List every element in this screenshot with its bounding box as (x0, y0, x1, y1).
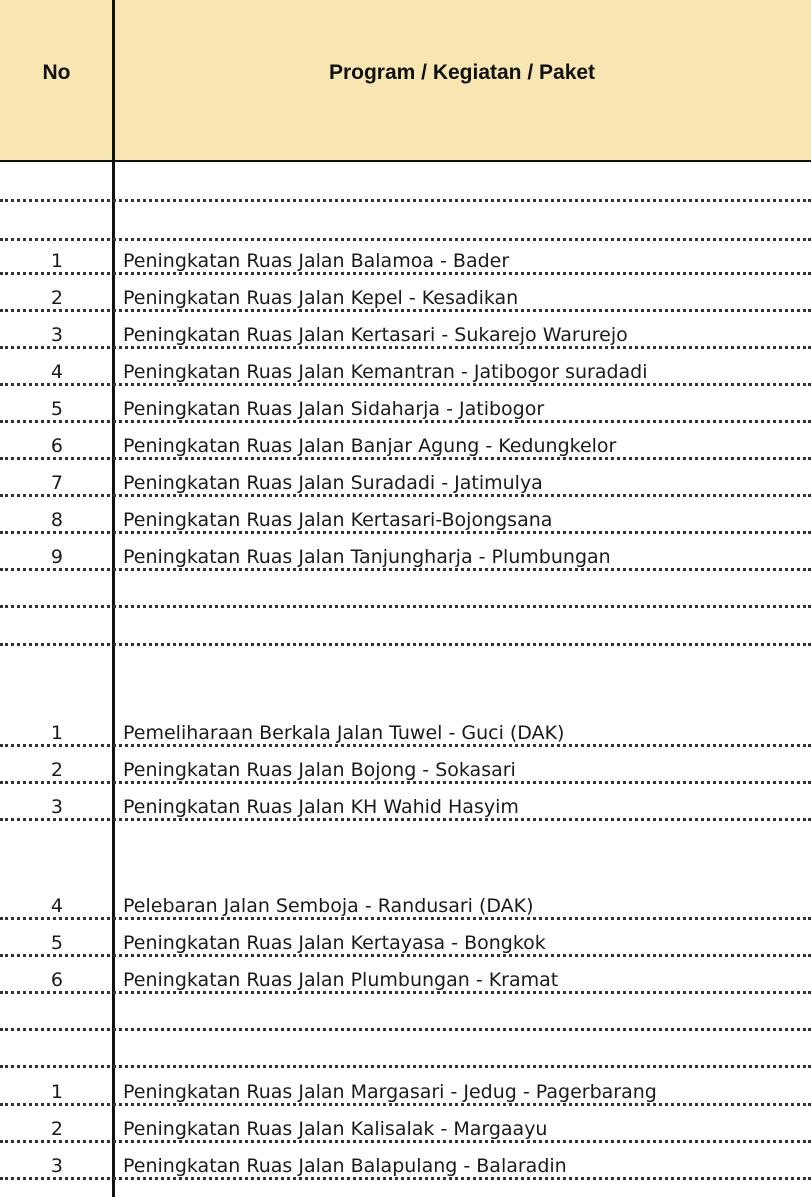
row-program-name: Peningkatan Ruas Jalan KH Wahid Hasyim (123, 796, 519, 818)
row-program-name: Peningkatan Ruas Jalan Bojong - Sokasari (123, 759, 516, 781)
row-program-name: Peningkatan Ruas Jalan Balamoa - Bader (123, 250, 510, 272)
row-dotted-border (0, 1177, 811, 1180)
row-program-name: Pelebaran Jalan Semboja - Randusari (DAK) (123, 895, 534, 917)
table-row (0, 495, 811, 532)
row-program-name: Pemeliharaan Berkala Jalan Tuwel - Guci (DAK) (123, 722, 565, 744)
row-program-name: Peningkatan Ruas Jalan Kertasari-Bojongsana (123, 509, 553, 531)
table-row (0, 458, 811, 495)
table-row (0, 310, 811, 347)
table-row (0, 782, 811, 819)
row-program-name: Peningkatan Ruas Jalan Suradadi - Jatimulya (123, 472, 543, 494)
row-number: 2 (50, 287, 63, 309)
column-header-program-label: Program / Kegiatan / Paket (328, 61, 596, 84)
row-program-name: Peningkatan Ruas Jalan Kalisalak - Margaayu (123, 1118, 548, 1140)
row-number: 5 (50, 932, 63, 954)
table-row (0, 165, 811, 200)
table-row (0, 606, 811, 644)
row-number: 4 (50, 895, 63, 917)
row-number: 8 (50, 509, 63, 531)
column-header-no (0, 0, 113, 162)
row-number: 3 (50, 1155, 63, 1177)
row-number: 7 (50, 472, 63, 494)
row-number: 1 (50, 1081, 63, 1103)
row-program-name: Peningkatan Ruas Jalan Margasari - Jedug - Pagerbarang (123, 1081, 657, 1103)
table-row (0, 745, 811, 782)
table-row (0, 273, 811, 310)
row-program-name: Peningkatan Ruas Jalan Banjar Agung - Kedungkelor (123, 435, 617, 457)
table-row (0, 421, 811, 458)
table-row (0, 384, 811, 421)
row-number: 3 (50, 324, 63, 346)
row-program-name: Peningkatan Ruas Jalan Sidaharja - Jatibogor (123, 398, 545, 420)
row-program-name: Peningkatan Ruas Jalan Balapulang - Balaradin (123, 1155, 567, 1177)
table-row (0, 347, 811, 384)
table-row (0, 819, 811, 918)
table-row (0, 1141, 811, 1178)
row-program-name: Peningkatan Ruas Jalan Tanjungharja - Plumbungan (123, 546, 611, 568)
row-number: 5 (50, 398, 63, 420)
row-number: 6 (50, 969, 63, 991)
row-number: 6 (50, 435, 63, 457)
row-program-name: Peningkatan Ruas Jalan Kepel - Kesadikan (123, 287, 519, 309)
table-row (0, 200, 811, 239)
column-header-program (113, 0, 811, 162)
table-row (0, 1029, 811, 1066)
table-row (0, 1104, 811, 1141)
row-number: 3 (50, 796, 63, 818)
row-number: 2 (50, 1118, 63, 1140)
table-row (0, 569, 811, 606)
row-program-name: Peningkatan Ruas Jalan Kertayasa - Bongkok (123, 932, 546, 954)
row-program-name: Peningkatan Ruas Jalan Kertasari - Sukarejo Warurejo (123, 324, 628, 346)
table-row (0, 644, 811, 745)
row-number: 4 (50, 361, 63, 383)
table-row (0, 532, 811, 569)
table-row (0, 992, 811, 1029)
column-header-no-label: No (42, 61, 71, 84)
table-row (0, 918, 811, 955)
row-number: 2 (50, 759, 63, 781)
row-number: 9 (50, 546, 63, 568)
table-row (0, 955, 811, 992)
row-program-name: Peningkatan Ruas Jalan Plumbungan - Kramat (123, 969, 559, 991)
table-row (0, 1066, 811, 1104)
row-program-name: Peningkatan Ruas Jalan Kemantran - Jatibogor suradadi (123, 361, 648, 383)
row-number: 1 (50, 250, 63, 272)
row-number: 1 (50, 722, 63, 744)
table-row (0, 239, 811, 273)
